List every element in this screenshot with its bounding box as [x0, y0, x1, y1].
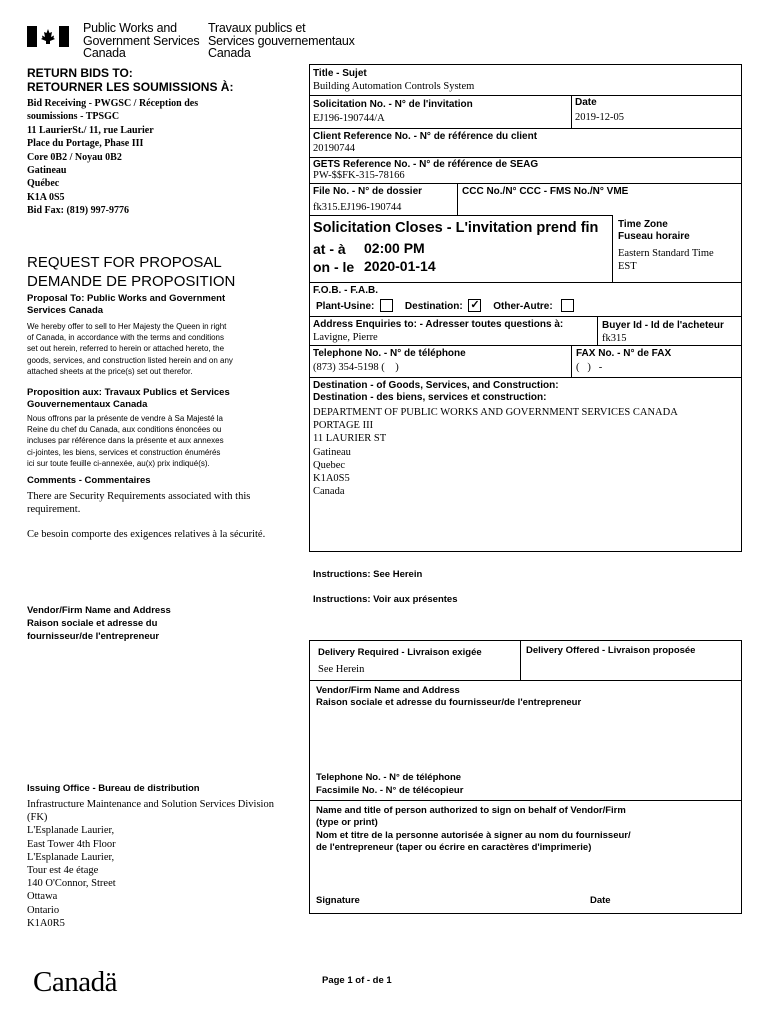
- client-ref-label: Client Reference No. - N° de référence du client: [313, 131, 538, 142]
- authorized-person-label: de l'entrepreneur (taper ou écrire en caractères d'imprimerie): [316, 842, 592, 854]
- offer-text-fr: ci-jointes, les biens, services et construction énumérés: [27, 447, 221, 457]
- comments-text-en: requirement.: [27, 504, 81, 515]
- plant-label: Plant-Usine:: [316, 301, 375, 313]
- telephone-label: Telephone No. - N° de téléphone: [313, 348, 466, 359]
- offer-text-fr: Reine du chef du Canada, aux conditions énoncées ou: [27, 425, 222, 435]
- authorized-person-label: Name and title of person authorized to sign on behalf of Vendor/Firm: [316, 805, 626, 816]
- offer-text-en: of Canada, in accordance with the terms and conditions: [27, 333, 225, 343]
- return-line: soumissions - TPSGC: [27, 111, 120, 123]
- destination-line: Quebec: [313, 459, 346, 471]
- proposal-to-fr: Gouvernementaux Canada: [27, 398, 148, 410]
- plant-checkbox[interactable]: [380, 299, 393, 312]
- destination-line: PORTAGE III: [313, 420, 374, 432]
- address-enquiries-label: Address Enquiries to: - Adresser toutes questions à:: [313, 319, 564, 330]
- title-value: Building Automation Controls System: [313, 81, 475, 92]
- return-bids-title-fr: RETOURNER LES SOUMISSIONS À:: [27, 80, 234, 94]
- issuing-line: K1A0R5: [27, 917, 65, 929]
- return-line: Québec: [27, 178, 60, 190]
- issuing-line: L'Esplanade Laurier,: [27, 851, 115, 863]
- comments-label: Comments - Commentaires: [27, 475, 151, 486]
- delivery-offered-label: Delivery Offered - Livraison proposée: [526, 645, 696, 656]
- return-line: Gatineau: [27, 165, 67, 177]
- destination-checkbox[interactable]: [468, 299, 481, 312]
- ccc-no-label: CCC No./N° CCC - FMS No./N° VME: [462, 186, 629, 197]
- destination-label: Destination:: [404, 301, 463, 313]
- return-line: Bid Receiving - PWGSC / Réception des: [27, 98, 199, 109]
- comments-text-en: There are Security Requirements associated with this: [27, 491, 251, 502]
- buyer-id-value: fk315: [602, 333, 627, 344]
- other-checkbox[interactable]: [561, 299, 574, 312]
- vendor-label-left: Raison sociale et adresse du: [27, 618, 158, 629]
- checkmark-icon: ✓: [470, 299, 480, 311]
- offer-text-en: attached sheets at the price(s) set out therefor.: [27, 366, 193, 376]
- dept-name-en-1: Public Works and: [83, 21, 177, 35]
- return-line: 11 LaurierSt./ 11, rue Laurier: [27, 124, 154, 136]
- return-bids-title-en: RETURN BIDS TO:: [27, 66, 133, 80]
- authorized-person-field[interactable]: [312, 860, 740, 890]
- date-label: Date: [575, 97, 597, 108]
- destination-line: K1A0S5: [313, 473, 350, 485]
- offer-text-en: set out herein, referred to herein or attached hereto, the: [27, 344, 225, 354]
- issuing-line: (FK): [27, 812, 48, 824]
- fax-label: FAX No. - N° de FAX: [576, 348, 672, 359]
- destination-goods-label: Destination - of Goods, Services, and Construction:: [313, 380, 559, 391]
- return-line: Place du Portage, Phase III: [27, 138, 144, 150]
- dept-name-en-2: Government Services: [83, 33, 200, 48]
- dept-name-fr-3: Canada: [208, 46, 251, 60]
- issuing-line: 140 O'Connor, Street: [27, 878, 116, 890]
- issuing-line: Tour est 4e étage: [27, 865, 99, 877]
- vendor-phone-label: Telephone No. - N° de téléphone: [316, 772, 462, 783]
- vendor-name-label: Raison sociale et adresse du fournisseur/de l'entrepreneur: [316, 697, 582, 708]
- delivery-required-value: See Herein: [318, 664, 365, 675]
- canada-wordmark-logo: Canadä: [33, 966, 117, 998]
- title-label: Title - Sujet: [313, 68, 367, 79]
- offer-text-fr: Nous offrons par la présente de vendre à Sa Majesté la: [27, 414, 223, 423]
- fob-label: F.O.B. - F.A.B.: [313, 285, 378, 296]
- closing-time: 02:00 PM: [364, 240, 425, 256]
- rfp-title-en: REQUEST FOR PROPOSAL: [27, 254, 222, 271]
- offer-text-en: We hereby offer to sell to Her Majesty the Queen in right: [27, 322, 227, 331]
- solicitation-no-label: Solicitation No. - N° de l'invitation: [313, 99, 473, 110]
- issuing-line: East Tower 4th Floor: [27, 838, 116, 850]
- vendor-name-label: Vendor/Firm Name and Address: [316, 685, 460, 696]
- closing-date: 2020-01-14: [364, 258, 436, 274]
- at-label: at - à: [313, 241, 346, 257]
- time-zone-value: EST: [618, 261, 637, 272]
- destination-line: Gatineau: [313, 446, 351, 458]
- issuing-line: Infrastructure Maintenance and Solution Services Division: [27, 799, 274, 810]
- signature-label: Signature: [316, 895, 360, 906]
- proposal-to-en: Proposal To: Public Works and Government: [27, 293, 226, 304]
- issuing-office-label: Issuing Office - Bureau de distribution: [27, 783, 200, 794]
- authorized-person-label: Nom et titre de la personne autorisée à signer au nom du fournisseur/: [316, 829, 631, 841]
- gets-ref-value: PW-$$FK-315-78166: [313, 170, 405, 181]
- fax-value: ( ) -: [576, 362, 603, 373]
- issuing-line: L'Esplanade Laurier,: [27, 825, 115, 837]
- vendor-fax-label: Facsimile No. - N° de télécopieur: [316, 785, 464, 796]
- client-ref-value: 20190744: [313, 143, 355, 154]
- page-number: Page 1 of - de 1: [322, 975, 392, 986]
- return-line: Bid Fax: (819) 997-9776: [27, 205, 129, 217]
- destination-line: Canada: [313, 486, 345, 498]
- telephone-value: (873) 354-5198 ( ): [313, 362, 399, 373]
- vendor-label-left: Vendor/Firm Name and Address: [27, 605, 171, 616]
- proposal-to-en: Services Canada: [27, 304, 104, 316]
- return-line: K1A 0S5: [27, 191, 65, 203]
- comments-text-fr: Ce besoin comporte des exigences relatives à la sécurité.: [27, 529, 266, 540]
- instructions-fr: Instructions: Voir aux présentes: [313, 594, 458, 605]
- address-enquiries-value: Lavigne, Pierre: [313, 332, 378, 343]
- other-label: Other-Autre:: [493, 301, 553, 313]
- time-zone-label: Fuseau horaire: [618, 231, 690, 242]
- file-no-value: fk315.EJ196-190744: [313, 202, 402, 213]
- time-zone-value: Eastern Standard Time: [618, 248, 714, 259]
- offer-text-en: goods, services, and construction listed herein and on any: [27, 355, 233, 365]
- solicitation-closes-label: Solicitation Closes - L'invitation prend fin: [313, 220, 599, 236]
- dept-name-en-3: Canada: [83, 46, 126, 60]
- authorized-person-label: (type or print): [316, 817, 378, 829]
- dept-name-fr-2: Services gouvernementaux: [208, 33, 355, 48]
- signature-date-label: Date: [590, 895, 611, 906]
- buyer-id-label: Buyer Id - Id de l'acheteur: [602, 320, 724, 331]
- canada-flag-icon: [27, 26, 69, 47]
- rfp-title-fr: DEMANDE DE PROPOSITION: [27, 273, 236, 290]
- vendor-label-left: fournisseur/de l'entrepreneur: [27, 631, 160, 642]
- vendor-name-field[interactable]: [312, 712, 740, 768]
- instructions-en: Instructions: See Herein: [313, 569, 423, 580]
- solicitation-no-value: EJ196-190744/A: [313, 113, 385, 124]
- time-zone-label: Time Zone: [618, 219, 668, 230]
- destination-line: DEPARTMENT OF PUBLIC WORKS AND GOVERNMENT SERVICES CANADA: [313, 407, 678, 418]
- gets-ref-label: GETS Reference No. - N° de référence de SEAG: [313, 159, 539, 170]
- offer-text-fr: ici sur toute feuille ci-annexée, au(x) prix indiqué(s).: [27, 458, 210, 468]
- delivery-offered-field[interactable]: [522, 660, 740, 678]
- file-no-label: File No. - N° de dossier: [313, 186, 423, 197]
- date-value: 2019-12-05: [575, 112, 624, 123]
- on-label: on - le: [313, 259, 355, 275]
- return-line: Core 0B2 / Noyau 0B2: [27, 151, 122, 163]
- proposal-to-fr: Proposition aux: Travaux Publics et Services: [27, 387, 230, 398]
- destination-line: 11 LAURIER ST: [313, 433, 387, 445]
- destination-goods-label: Destination - des biens, services et construction:: [313, 392, 547, 403]
- issuing-line: Ottawa: [27, 891, 58, 903]
- issuing-line: Ontario: [27, 904, 60, 916]
- dept-name-fr-1: Travaux publics et: [208, 21, 306, 35]
- offer-text-fr: incluses par référence dans la présente et aux annexes: [27, 436, 224, 446]
- delivery-required-label: Delivery Required - Livraison exigée: [318, 647, 482, 658]
